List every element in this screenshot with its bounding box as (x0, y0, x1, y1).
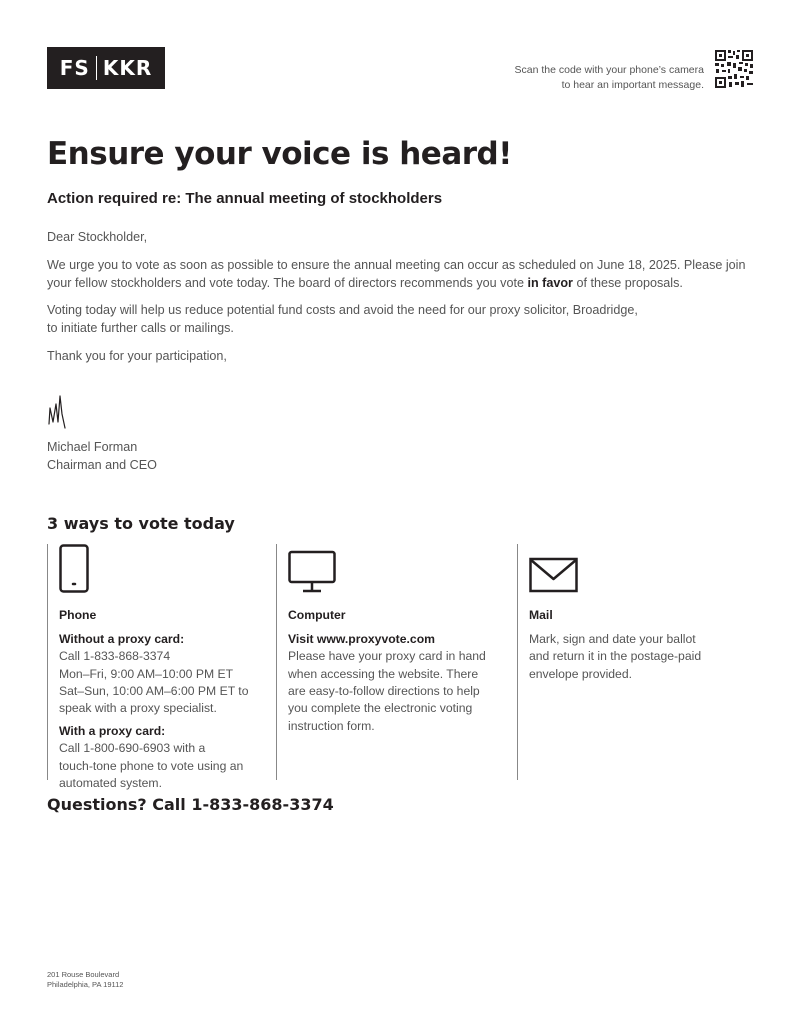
phone-automated-text: automated system. (59, 776, 162, 791)
paragraph-urge-vote-text: We urge you to vote as soon as possible to ensure the annual meeting can occur as scheduled on June 18, 2025. Please join your fellow stockholders and vote today. The board of directors recommends you vote (47, 258, 746, 290)
computer-text-line2: when accessing the website. There (288, 666, 479, 681)
qr-instructions-line1: Scan the code with your phone’s camera (514, 64, 704, 76)
column-divider (47, 544, 48, 780)
mail-text-line1: Mark, sign and date your ballot (529, 631, 696, 646)
in-favor-emphasis: in favor (527, 276, 573, 290)
computer-icon (288, 544, 338, 594)
logo-fs: FS (59, 56, 90, 80)
paragraph-reduce-costs (47, 301, 757, 337)
signature-icon (47, 392, 71, 432)
qr-instructions (514, 63, 704, 93)
mail-icon (529, 544, 579, 594)
phone-number-proxy[interactable]: Call 1-833-868-3374 (59, 649, 171, 664)
computer-text-line1: Please have your proxy card in hand (288, 649, 486, 664)
paragraph-urge-vote (47, 256, 757, 292)
phone-hours-weekend: Sat–Sun, 10:00 AM–6:00 PM ET to (59, 684, 249, 699)
logo-kkr: KKR (102, 56, 153, 80)
column-divider (276, 544, 277, 780)
phone-title: Phone (59, 608, 97, 623)
computer-text-line3: are easy-to-follow directions to help (288, 684, 480, 699)
address-line2: Philadelphia, PA 19112 (47, 980, 124, 989)
computer-text-line5: instruction form. (288, 718, 375, 733)
phone-hours-weekday: Mon–Fri, 9:00 AM–10:00 PM ET (59, 666, 234, 681)
paragraph-urge-vote-end: of these proposals. (572, 276, 683, 290)
mail-text-line3: envelope provided. (529, 666, 632, 681)
paragraph-reduce-costs-line1: Voting today will help us reduce potential fund costs and avoid the need for our proxy solicitor, Broadridge, (47, 303, 638, 317)
phone-without-card-label: Without a proxy card: (59, 631, 185, 646)
computer-title: Computer (288, 608, 346, 623)
column-divider (517, 544, 518, 780)
mailing-address (47, 970, 123, 990)
signer-block (47, 438, 157, 474)
mail-column (529, 544, 749, 683)
ways-to-vote-title: 3 ways to vote today (47, 514, 235, 533)
signer-name: Michael Forman (47, 440, 138, 454)
proxyvote-link[interactable]: Visit www.proxyvote.com (288, 631, 435, 646)
page-title: Ensure your voice is heard! (47, 136, 512, 172)
closing: Thank you for your participation, (47, 349, 227, 363)
computer-text-line4: you complete the electronic voting (288, 701, 473, 716)
phone-number-touchtone[interactable]: Call 1-800-690-6903 with a (59, 741, 206, 756)
phone-touchtone-text: touch-tone phone to vote using an (59, 758, 244, 773)
phone-column (59, 544, 271, 792)
paragraph-reduce-costs-line2: to initiate further calls or mailings. (47, 321, 234, 335)
mail-title: Mail (529, 608, 553, 623)
page-subtitle: Action required re: The annual meeting of stockholders (47, 190, 443, 207)
mail-text-line2: and return it in the postage-paid (529, 649, 702, 664)
logo-divider (96, 56, 97, 80)
phone-icon (59, 544, 89, 594)
questions-call-line[interactable]: Questions? Call 1-833-868-3374 (47, 795, 334, 814)
fs-kkr-logo (47, 47, 165, 89)
phone-with-card-label: With a proxy card: (59, 723, 166, 738)
computer-column (288, 544, 512, 735)
greeting: Dear Stockholder, (47, 230, 148, 244)
phone-specialist-text: speak with a proxy specialist. (59, 701, 217, 716)
qr-code-icon[interactable] (714, 49, 754, 89)
signer-title: Chairman and CEO (47, 458, 157, 472)
address-line1: 201 Rouse Boulevard (47, 970, 120, 979)
qr-instructions-line2: to hear an important message. (561, 79, 704, 91)
